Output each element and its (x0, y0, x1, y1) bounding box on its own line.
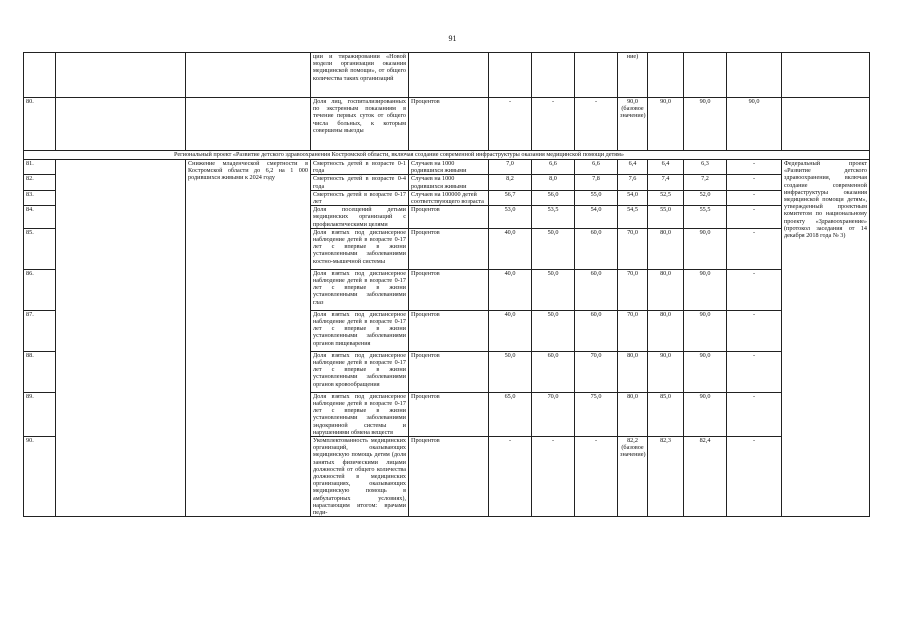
value-cell: 6,6 (575, 160, 618, 175)
page-bottom-margin (0, 613, 905, 640)
indicator-cell: Доля лиц, госпитализированных по экстренным показаниям в течение первых суток от общего числа больных, к которым совершены выезды (311, 98, 409, 151)
value-cell: - (727, 228, 782, 269)
value-cell: - (489, 437, 532, 517)
unit-cell: Случаев на 1000 родившихся живыми (409, 175, 489, 190)
unit-cell: Процентов (409, 310, 489, 351)
indicators-table (23, 52, 870, 517)
value-cell: 50,0 (532, 269, 575, 310)
indicator-cell: Смертность детей в возрасте 0-4 года (311, 175, 409, 190)
row-number: 85. (24, 228, 56, 269)
value-cell: 90,0 (684, 228, 727, 269)
value-cell: 90,0 (базовое значение) (618, 98, 648, 151)
value-cell: 8,2 (489, 175, 532, 190)
unit-cell: Процентов (409, 228, 489, 269)
value-cell: 60,0 (575, 228, 618, 269)
value-cell: 53,5 (532, 206, 575, 229)
value-cell: 6,6 (532, 160, 575, 175)
value-cell: ние) (618, 53, 648, 98)
value-cell: - (727, 269, 782, 310)
value-cell: 90,0 (684, 98, 727, 151)
value-cell: 40,0 (489, 228, 532, 269)
value-cell: 80,0 (618, 392, 648, 436)
value-cell: - (532, 98, 575, 151)
value-cell: 6,4 (618, 160, 648, 175)
value-cell: - (575, 98, 618, 151)
value-cell: 60,0 (532, 351, 575, 392)
indicator-cell: Доля взятых под диспансерное наблюдение детей в возрасте 0-17 лет с впервые в жизни установленными заболеваниями глаз (311, 269, 409, 310)
note-cell: Федеральный проект «Развитие детского здравоохранения, включая создание современной инфраструктуры оказания медицинской помощи детям», утвержденный проектным комитетом по национальному проекту «Здравоохранение» (протокол заседания от 14 декабря 2018 года № 3) (782, 160, 870, 517)
value-cell: 6,4 (648, 160, 684, 175)
value-cell: - (727, 351, 782, 392)
row-number: 87. (24, 310, 56, 351)
value-cell: 54,0 (575, 206, 618, 229)
value-cell: 40,0 (489, 310, 532, 351)
table-row (24, 160, 870, 175)
value-cell: 70,0 (618, 310, 648, 351)
goal-cell: Снижение младенческой смертности в Костромской области до 6,2 на 1 000 родившихся живыми к 2024 году (186, 160, 311, 517)
table-row-continuation (24, 53, 870, 98)
indicator-cell: Доля взятых под диспансерное наблюдение детей в возрасте 0-17 лет с впервые в жизни установленными заболеваниями органов кровообращения (311, 351, 409, 392)
value-cell: 60,0 (575, 310, 618, 351)
value-cell: 82,3 (648, 437, 684, 517)
indicator-cell: Смертность детей в возрасте 0-1 года (311, 160, 409, 175)
unit-cell: Процентов (409, 351, 489, 392)
value-cell: 7,6 (618, 175, 648, 190)
value-cell: 50,0 (532, 228, 575, 269)
value-cell: 56,7 (489, 190, 532, 205)
value-cell: 65,0 (489, 392, 532, 436)
value-cell: 70,0 (532, 392, 575, 436)
value-cell: 55,5 (684, 206, 727, 229)
indicator-cell: ции и тиражировании «Новой модели организации оказания медицинской помощи», от общего количества таких организаций (311, 53, 409, 98)
value-cell: - (727, 437, 782, 517)
value-cell: 7,2 (684, 175, 727, 190)
value-cell: - (727, 190, 782, 205)
value-cell: 70,0 (575, 351, 618, 392)
value-cell: 90,0 (684, 310, 727, 351)
value-cell: 90,0 (648, 351, 684, 392)
row-number: 83. (24, 190, 56, 205)
row-number: 89. (24, 392, 56, 436)
row-number: 90. (24, 437, 56, 517)
value-cell: 50,0 (532, 310, 575, 351)
value-cell: 70,0 (618, 269, 648, 310)
value-cell: 82,2 (базовое значение) (618, 437, 648, 517)
value-cell: 54,0 (618, 190, 648, 205)
value-cell: 90,0 (684, 351, 727, 392)
value-cell: 80,0 (648, 269, 684, 310)
unit-cell: Случаев на 100000 детей соответствующего возраста (409, 190, 489, 205)
unit-cell: Случаев на 1000 родившихся живыми (409, 160, 489, 175)
value-cell: - (575, 437, 618, 517)
row-number: 84. (24, 206, 56, 229)
value-cell: 56,0 (532, 190, 575, 205)
row-number: 88. (24, 351, 56, 392)
page-number: 91 (448, 34, 457, 43)
indicator-cell: Доля взятых под диспансерное наблюдение детей в возрасте 0-17 лет с впервые в жизни установленными заболеваниями костно-мышечной системы (311, 228, 409, 269)
row-number: 81. (24, 160, 56, 175)
section-heading-row (24, 151, 870, 160)
value-cell: 52,5 (648, 190, 684, 205)
table-row (24, 98, 870, 151)
value-cell: - (489, 98, 532, 151)
indicator-cell: Доля посещений детьми медицинских организаций с профилактическими целями (311, 206, 409, 229)
value-cell: 55,0 (575, 190, 618, 205)
value-cell: 90,0 (684, 269, 727, 310)
value-cell: - (532, 437, 575, 517)
value-cell: 80,0 (648, 228, 684, 269)
indicator-cell: Доля взятых под диспансерное наблюдение детей в возрасте 0-17 лет с впервые в жизни установленными заболеваниями органов пищеварения (311, 310, 409, 351)
value-cell: - (727, 392, 782, 436)
unit-cell: Процентов (409, 437, 489, 517)
indicator-cell: Смертность детей в возрасте 0-17 лет (311, 190, 409, 205)
value-cell: 75,0 (575, 392, 618, 436)
value-cell: 80,0 (618, 351, 648, 392)
value-cell: 53,0 (489, 206, 532, 229)
value-cell: 85,0 (648, 392, 684, 436)
value-cell: 7,0 (489, 160, 532, 175)
value-cell: 54,5 (618, 206, 648, 229)
unit-cell: Процентов (409, 206, 489, 229)
value-cell: 90,0 (684, 392, 727, 436)
value-cell: 70,0 (618, 228, 648, 269)
value-cell: 7,4 (648, 175, 684, 190)
section-title: Региональный проект «Развитие детского здравоохранения Костромской области, включая создание современной инфраструктуры оказания медицинской помощи детям» (24, 151, 870, 160)
value-cell: 55,0 (648, 206, 684, 229)
unit-cell: Процентов (409, 98, 489, 151)
value-cell: - (727, 160, 782, 175)
value-cell: - (727, 206, 782, 229)
value-cell: 80,0 (648, 310, 684, 351)
value-cell: 82,4 (684, 437, 727, 517)
value-cell: - (727, 310, 782, 351)
indicator-cell: Доля взятых под диспансерное наблюдение детей в возрасте 0-17 лет с впервые в жизни установленными заболеваниями эндокринной системы и нарушениями обмена веществ (311, 392, 409, 436)
value-cell: 52,0 (684, 190, 727, 205)
row-number: 80. (24, 98, 56, 151)
value-cell: - (727, 175, 782, 190)
unit-cell: Процентов (409, 392, 489, 436)
unit-cell: Процентов (409, 269, 489, 310)
value-cell: 40,0 (489, 269, 532, 310)
value-cell: 7,8 (575, 175, 618, 190)
value-cell: 8,0 (532, 175, 575, 190)
value-cell: 90,0 (727, 98, 782, 151)
value-cell: 90,0 (648, 98, 684, 151)
row-number: 82. (24, 175, 56, 190)
value-cell: 60,0 (575, 269, 618, 310)
indicator-cell: Укомплектованность медицинских организаций, оказывающих медицинскую помощь детям (доля занятых физическими лицами должностей от общего количества должностей в медицинских организациях, оказывающих медицинскую помощь в амбулаторных условиях), нарастающим итогом: врачами педи- (311, 437, 409, 517)
row-number: 86. (24, 269, 56, 310)
value-cell: 6,3 (684, 160, 727, 175)
value-cell: 50,0 (489, 351, 532, 392)
